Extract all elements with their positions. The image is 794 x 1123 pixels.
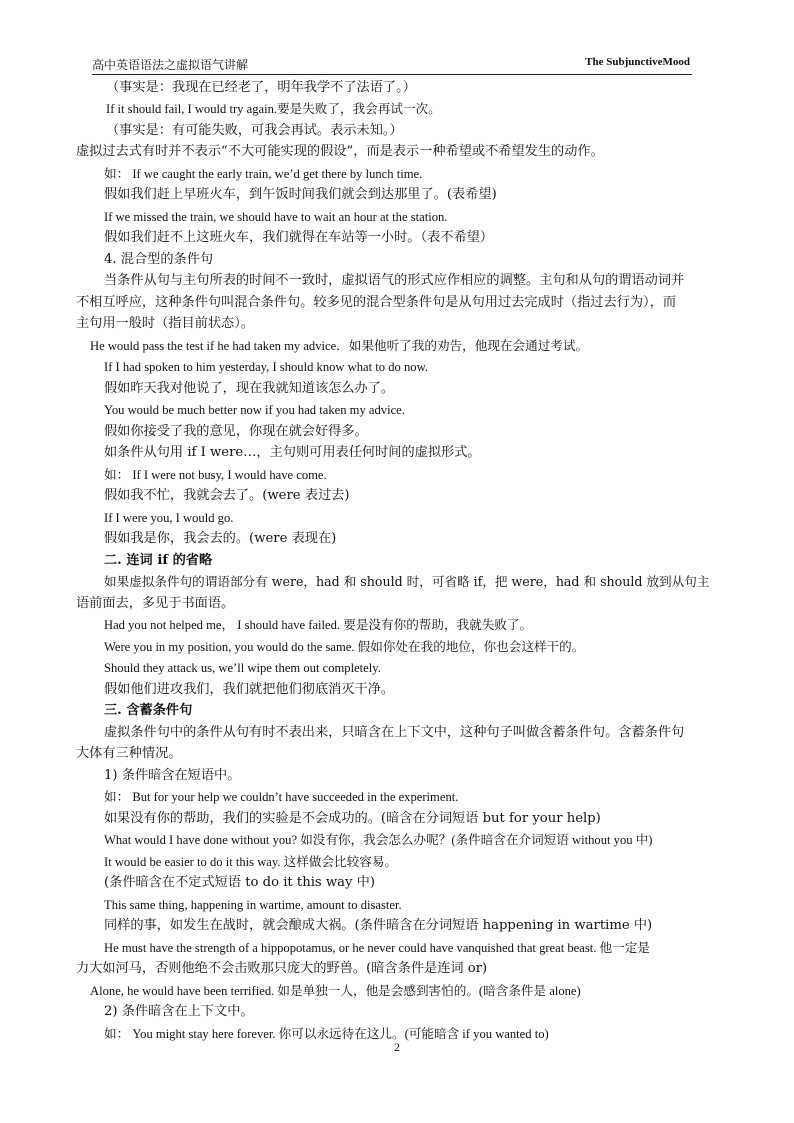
text-line: He would pass the test if he had taken my advice．如果他听了我的劝告，他现在会通过考试。 [90, 339, 589, 353]
text-line: It would be easier to do it this way. 这样做会比较容易。 [104, 855, 398, 869]
text-line: You would be much better now if you had taken my advice. [104, 403, 405, 417]
text-line: 如： You might stay here forever. 你可以永远待在这儿。(可能暗含 if you wanted to) [104, 1027, 549, 1041]
text-line: 假如昨天我对他说了，现在我就知道该怎么办了。 [104, 381, 395, 396]
text-line: 同样的事，如发生在战时，就会酿成大祸。(条件暗含在分词短语 happening in wartime 中) [104, 918, 653, 933]
section-heading: 三. 含蓄条件句 [104, 703, 193, 718]
text-line: 语前面去，多见于书面语。 [76, 596, 235, 611]
text-line: (条件暗含在不定式短语 to do it this way 中) [104, 875, 376, 890]
text-line: 如果没有你的帮助，我们的实验是不会成功的。(暗含在分词短语 but for your help) [104, 811, 601, 826]
text-line: If we missed the train, we should have to wait an hour at the station. [104, 210, 448, 224]
text-line: 如： But for your help we couldn’t have succeeded in the experiment. [104, 790, 459, 804]
text-line: 如： If we caught the early train, we’d get there by lunch time. [104, 167, 423, 181]
page-header [92, 56, 692, 75]
header-title: 高中英语语法之虚拟语气讲解 [92, 58, 249, 72]
header-subtitle: The SubjunctiveMood [585, 56, 690, 68]
text-line: 假如我是你，我会去的。(were 表现在) [104, 531, 337, 546]
text-line: 当条件从句与主句所表的时间不一致时，虚拟语气的形式应作相应的调整。主句和从句的谓语动词并 [104, 273, 685, 288]
text-line: 虚拟过去式有时并不表示“不大可能实现的假设”，而是表示一种希望或不希望发生的动作。 [76, 144, 604, 159]
text-line: 假如你接受了我的意见，你现在就会好得多。 [104, 424, 368, 439]
text-line: This same thing, happening in wartime, amount to disaster. [104, 898, 402, 912]
text-line: （事实是：我现在已经老了，明年我学不了法语了。） [106, 80, 416, 95]
text-line: 假如我们赶上早班火车，到午饭时间我们就会到达那里了。(表希望) [104, 187, 497, 202]
text-line: 力大如河马，否则他绝不会击败那只庞大的野兽。(暗含条件是连词 or) [76, 961, 488, 976]
section-heading: 二. 连词 if 的省略 [104, 553, 213, 568]
subsection-heading: 2) 条件暗含在上下文中。 [104, 1004, 254, 1019]
text-line: If it should fail, I would try again.要是失败了，我会再试一次。 [106, 102, 441, 116]
text-line: If I were you, I would go. [104, 511, 234, 525]
text-line: 假如他们进攻我们，我们就把他们彻底消灭干净。 [104, 682, 395, 697]
text-line: 不相互呼应，这种条件句叫混合条件句。较多见的混合型条件句是从句用过去完成时（指过去行为），而 [76, 295, 677, 310]
text-line: 主句用一般时（指目前状态）。 [76, 316, 255, 331]
text-line: 如条件从句用 if I were…，主句则可用表任何时间的虚拟形式。 [104, 445, 481, 460]
text-line: He must have the strength of a hippopotamus, or he never could have vanquished that great beast. 他一定是 [104, 941, 650, 955]
text-line: If I had spoken to him yesterday, I should know what to do now. [104, 360, 428, 374]
subsection-heading: 4. 混合型的条件句 [104, 252, 214, 267]
text-line: 如果虚拟条件句的谓语部分有 were，had 和 should 时，可省略 if，把 were，had 和 should 放到从句主 [104, 574, 710, 589]
text-line: Had you not helped me， I should have failed. 要是没有你的帮助，我就失败了。 [104, 618, 533, 632]
text-line: Were you in my position, you would do the same. 假如你处在我的地位，你也会这样干的。 [104, 640, 585, 654]
text-line: What would I have done without you? 如没有你，我会怎么办呢？(条件暗含在介词短语 without you 中) [104, 833, 653, 847]
text-line: 大体有三种情况。 [76, 746, 182, 761]
text-line: Should they attack us, we’ll wipe them out completely. [104, 661, 381, 675]
page-number: 2 [394, 1040, 400, 1054]
subsection-heading: 1) 条件暗含在短语中。 [104, 768, 241, 783]
text-line: 假如我们赶不上这班火车，我们就得在车站等一小时。（表不希望） [104, 230, 494, 245]
text-line: Alone, he would have been terrified. 如是单独一人，他是会感到害怕的。(暗含条件是 alone) [90, 984, 581, 998]
text-line: 假如我不忙，我就会去了。(were 表过去) [104, 488, 350, 503]
text-line: 虚拟条件句中的条件从句有时不表出来，只暗含在上下文中，这种句子叫做含蓄条件句。含蓄条件句 [104, 725, 685, 740]
text-line: （事实是：有可能失败，可我会再试。表示未知。） [106, 123, 403, 138]
text-line: 如： If I were not busy, I would have come. [104, 468, 327, 482]
